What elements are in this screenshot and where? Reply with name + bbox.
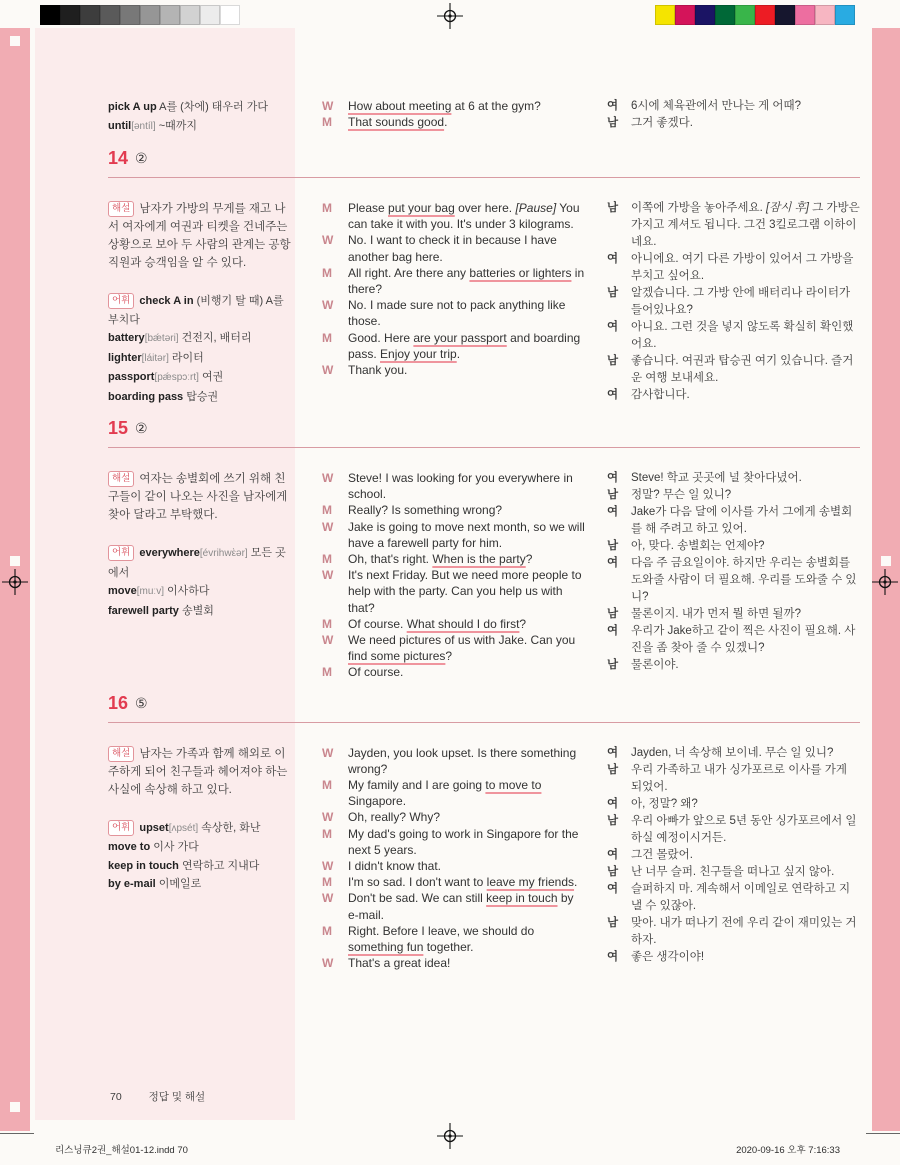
- color-calibration-square: [695, 5, 715, 25]
- section-columns: [35, 470, 860, 681]
- registration-mark-right: [872, 569, 898, 595]
- dialogue-line: [322, 265, 585, 297]
- vocab-term: until: [108, 119, 132, 132]
- translation-speaker: 남: [607, 287, 619, 299]
- color-calibration-square: [835, 5, 855, 25]
- translation-line: [607, 504, 860, 538]
- explanation-label: 해설: [108, 201, 134, 217]
- line-text: All right. Are there any batteries or lighters in there?: [348, 265, 585, 297]
- translation-line: [607, 285, 860, 319]
- vocab-definition: (비행기 탈 때) A를 부치다: [108, 295, 284, 326]
- color-calibration-square: [735, 5, 755, 25]
- vocab-pronunciation: [évrihwὲər]: [199, 548, 248, 559]
- dialogue-line: [322, 519, 585, 551]
- line-text: Jayden, you look upset. Is there something wrong?: [348, 745, 577, 776]
- color-calibration-square: [755, 5, 775, 25]
- translation-line: [607, 387, 860, 404]
- grayscale-calibration-bar: [40, 5, 240, 25]
- line-text: Jayden, 너 속상해 보이네. 무슨 일 있니?: [631, 746, 834, 759]
- dialogue-line: [322, 470, 585, 502]
- dialogue-speaker: W: [322, 363, 334, 378]
- line-text: 우리 아빠가 앞으로 5년 동안 싱가포르에서 일하실 예정이시거든.: [631, 814, 857, 844]
- answer-underline: leave my friends: [486, 875, 575, 890]
- translation-line: [607, 915, 860, 949]
- section-columns: [35, 745, 860, 972]
- color-calibration-square: [815, 5, 835, 25]
- vocab-definition: 송별회: [181, 604, 214, 617]
- dialogue-speaker: W: [322, 568, 334, 583]
- translation-line: [607, 813, 860, 847]
- strip-notch: [881, 556, 891, 566]
- translation-speaker: 여: [607, 950, 619, 963]
- line-text: Really? Is something wrong?: [348, 503, 503, 518]
- translation-line: [607, 657, 860, 674]
- translation-line: [607, 949, 860, 966]
- vocab-label: 어휘: [108, 820, 134, 836]
- translation-line: [607, 487, 860, 504]
- dialogue-speaker: M: [322, 503, 332, 518]
- section-14: [35, 148, 860, 406]
- color-calibration-square: [655, 5, 675, 25]
- answer-underline: batteries or lighters: [469, 265, 572, 280]
- line-text: Good. Here are your passport and boarding pass. Enjoy your trip.: [348, 330, 581, 361]
- color-calibration-square: [775, 5, 795, 25]
- dialogue-speaker: W: [322, 633, 334, 648]
- line-text: Jake is going to move next month, so we will have a farewell party for him.: [348, 519, 585, 550]
- main-content: [35, 98, 860, 971]
- translation-speaker: 여: [607, 506, 619, 518]
- vocab-entry: [108, 838, 291, 857]
- explanation-text: 해설 남자는 가족과 함께 해외로 이주하게 되어 친구들과 헤어져야 하는 사실에 속상해 하고 있다.: [108, 747, 288, 796]
- grayscale-calibration-square: [220, 5, 240, 25]
- vocab-pronunciation: [muːv]: [136, 586, 164, 597]
- dialogue-speaker: M: [322, 616, 332, 631]
- dialogue-speaker: M: [322, 201, 332, 215]
- vocab-list: [108, 292, 291, 406]
- stage-direction: [Pause]: [515, 201, 557, 215]
- vocab-entry: [108, 602, 291, 621]
- dialogue-column: [322, 470, 585, 681]
- grayscale-calibration-square: [60, 5, 80, 25]
- translation-speaker: 남: [607, 659, 619, 671]
- translation-speaker: 여: [607, 557, 619, 569]
- translation-speaker: 여: [607, 882, 619, 895]
- line-text: 아니요. 그런 것을 넣지 않도록 확실히 확인했어요.: [631, 321, 854, 350]
- vocab-definition: 탑승권: [186, 390, 219, 403]
- dialogue-speaker: M: [322, 778, 332, 793]
- section-heading: [108, 693, 860, 715]
- print-timestamp: 2020-09-16 오후 7:16:33: [736, 1145, 840, 1156]
- dialogue-speaker: W: [322, 233, 334, 248]
- vocab-term: everywhere: [139, 547, 200, 559]
- grayscale-calibration-square: [120, 5, 140, 25]
- vocab-definition: 이사하다: [167, 585, 210, 597]
- strip-notch: [10, 36, 20, 46]
- vocab-term: move to: [108, 841, 151, 854]
- dialogue-speaker: M: [322, 330, 332, 345]
- vocab-entry: [108, 98, 291, 117]
- dialogue-line: [322, 890, 585, 922]
- line-text: We need pictures of us with Jake. Can you find some pictures?: [348, 633, 576, 664]
- dialogue-speaker: W: [322, 99, 334, 113]
- translation-speaker: 남: [607, 763, 619, 776]
- dialogue-line: [322, 567, 585, 616]
- translation-speaker: 남: [607, 355, 619, 367]
- line-text: It's next Friday. But we need more people to help with the party. Can you help us with that?: [348, 568, 582, 615]
- line-text: 그건 몰랐어.: [631, 848, 693, 861]
- translation-line: [607, 353, 860, 387]
- translation-column: [607, 200, 860, 404]
- dialogue-line: [322, 809, 585, 825]
- translation-speaker: 남: [607, 202, 619, 214]
- vocab-term: check A in: [139, 295, 194, 307]
- translation-line: [607, 606, 860, 623]
- vocab-definition: 이사 가다: [153, 841, 199, 854]
- section-divider: [108, 722, 860, 723]
- line-text: My family and I are going to move to Singapore.: [348, 778, 542, 809]
- dialogue-line: [322, 200, 585, 232]
- line-text: 물론이야.: [631, 659, 679, 671]
- translation-line: [607, 881, 860, 915]
- line-text: 정말? 무슨 일 있니?: [631, 489, 732, 501]
- vocab-term: lighter: [108, 351, 142, 364]
- line-text: Don't be sad. We can still keep in touch by e-mail.: [348, 891, 574, 922]
- line-text: Thank you.: [348, 363, 408, 378]
- line-text: Right. Before I leave, we should do something fun together.: [348, 923, 535, 955]
- dialogue-speaker: W: [322, 956, 334, 971]
- print-filename: 리스닝큐2권_해설01-12.indd 70: [55, 1145, 188, 1156]
- section-16: [35, 693, 860, 972]
- strip-notch: [10, 1102, 20, 1112]
- dialogue-speaker: M: [322, 875, 332, 890]
- grayscale-calibration-square: [80, 5, 100, 25]
- grayscale-calibration-square: [140, 5, 160, 25]
- registration-mark-bottom: [437, 1123, 463, 1149]
- vocab-entry: [108, 582, 291, 602]
- vocab-entry: [108, 819, 291, 839]
- color-calibration-square: [795, 5, 815, 25]
- vocab-list: [108, 819, 291, 894]
- answer-underline: When is the party: [432, 552, 526, 567]
- vocab-term: battery: [108, 332, 145, 344]
- translation-column: [607, 98, 860, 132]
- dialogue-line: [322, 330, 585, 362]
- page-number: 70: [110, 1091, 122, 1103]
- line-text: 난 너무 슬퍼. 친구들을 떠나고 싶지 않아.: [631, 865, 835, 878]
- line-text: 아니에요. 여기 다른 가방이 있어서 그 가방을 부치고 싶어요.: [631, 253, 854, 282]
- dialogue-line: [322, 632, 585, 664]
- dialogue-line: [322, 745, 585, 777]
- answer-underline: keep in touch: [486, 891, 558, 906]
- dialogue-line: [322, 232, 585, 264]
- registration-mark-top: [437, 3, 463, 29]
- color-calibration-bar: [655, 5, 855, 25]
- line-text: Please put your bag over here. [Pause] You can take it with you. It's under 3 kilograms.: [348, 201, 580, 232]
- trim-mark-right: [866, 1133, 900, 1134]
- vocab-label: 어휘: [108, 545, 134, 561]
- vocab-definition: 여권: [202, 371, 224, 383]
- translation-speaker: 남: [607, 489, 619, 501]
- explanation-text: 해설 남자가 가방의 무게를 재고 나서 여자에게 여권과 티켓을 건네주는 상황으로 보아 두 사람의 관계는 공항 직원과 승객임을 알 수 있다.: [108, 203, 291, 269]
- stage-direction: [잠시 후]: [765, 202, 809, 214]
- vocab-entry: [108, 349, 291, 369]
- vocab-entry: [108, 544, 291, 582]
- dialogue-speaker: M: [322, 552, 332, 567]
- translation-column: [607, 745, 860, 966]
- translation-speaker: 남: [607, 117, 619, 129]
- line-text: My dad's going to work in Singapore for the next 5 years.: [348, 826, 579, 857]
- translation-line: [607, 251, 860, 285]
- answer-underline: What should I do first: [406, 616, 520, 631]
- dialogue-line: [322, 98, 585, 114]
- translation-speaker: 남: [607, 916, 619, 929]
- vocab-list: [108, 98, 291, 136]
- translation-line: [607, 538, 860, 555]
- page-footer: [110, 1089, 205, 1104]
- answer-underline: find some pictures: [348, 649, 446, 664]
- line-text: Steve! I was looking for you everywhere in school.: [348, 471, 573, 502]
- dialogue-speaker: W: [322, 471, 334, 485]
- registration-mark-left: [2, 569, 28, 595]
- answer-underline: How about meeting: [348, 99, 452, 113]
- vocab-pronunciation: [láitər]: [141, 352, 169, 364]
- line-text: 우리 가족하고 내가 싱가포르로 이사를 가게 되었어.: [631, 763, 847, 793]
- section-heading: [108, 148, 860, 170]
- dialogue-speaker: M: [322, 265, 332, 280]
- grayscale-calibration-square: [100, 5, 120, 25]
- translation-line: [607, 847, 860, 864]
- translation-line: [607, 762, 860, 796]
- line-text: Jake가 다음 달에 이사를 가서 그에게 송별회를 해 주려고 하고 있어.: [631, 506, 853, 535]
- dialogue-speaker: W: [322, 298, 334, 313]
- vocab-term: passport: [108, 371, 155, 383]
- vocab-definition: 건전지, 배터리: [181, 332, 252, 344]
- dialogue-column: [322, 98, 585, 130]
- vocab-pronunciation: [bǽtəri]: [144, 333, 179, 344]
- dialogue-speaker: W: [322, 891, 334, 906]
- section-15: [35, 418, 860, 681]
- line-text: How about meeting at 6 at the gym?: [348, 99, 541, 113]
- vocab-entry: [108, 292, 291, 329]
- line-text: 맞아. 내가 떠나기 전에 우리 같이 재미있는 거 하자.: [631, 916, 857, 946]
- vocab-term: farewell party: [108, 604, 179, 617]
- translation-column: [607, 470, 860, 674]
- vocab-term: move: [108, 585, 137, 597]
- dialogue-line: [322, 362, 585, 378]
- question-number: 16: [108, 692, 129, 713]
- explanation-column: [35, 98, 295, 136]
- translation-speaker: 여: [607, 100, 619, 112]
- translation-speaker: 여: [607, 746, 619, 759]
- section-divider: [108, 177, 860, 178]
- answer-underline: put your bag: [388, 201, 455, 215]
- vocab-entry: [108, 329, 291, 349]
- vocab-definition: 이메일로: [158, 878, 202, 891]
- line-text: Of course.: [348, 665, 404, 680]
- explanation-column: [35, 745, 295, 894]
- translation-line: [607, 745, 860, 762]
- grayscale-calibration-square: [160, 5, 180, 25]
- line-text: I'm so sad. I don't want to leave my friends.: [348, 875, 578, 890]
- translation-speaker: 남: [607, 814, 619, 827]
- dialogue-line: [322, 874, 585, 890]
- answer-underline: something fun: [348, 940, 424, 955]
- vocab-pronunciation: [ʌpsét]: [168, 822, 199, 834]
- translation-line: [607, 864, 860, 881]
- vocab-pronunciation: [pǽspɔːrt]: [154, 372, 199, 383]
- translation-speaker: 남: [607, 540, 619, 552]
- vocab-definition: 연락하고 지내다: [181, 859, 260, 872]
- vocab-entry: [108, 368, 291, 388]
- translation-speaker: 여: [607, 321, 619, 333]
- line-text: 좋은 생각이야!: [631, 950, 705, 963]
- vocab-entry: [108, 857, 291, 876]
- dialogue-speaker: M: [322, 665, 332, 680]
- color-calibration-square: [715, 5, 735, 25]
- line-text: Oh, that's right. When is the party?: [348, 552, 533, 567]
- vocab-list: [108, 544, 291, 620]
- dialogue-speaker: M: [322, 826, 332, 841]
- vocab-definition: ~때까지: [158, 119, 198, 132]
- translation-line: [607, 200, 860, 251]
- line-text: 물론이지. 내가 먼저 뭘 하면 될까?: [631, 608, 801, 620]
- translation-line: [607, 319, 860, 353]
- translation-speaker: 남: [607, 608, 619, 620]
- color-calibration-square: [675, 5, 695, 25]
- explanation-column: [35, 200, 295, 406]
- line-text: I didn't know that.: [348, 859, 442, 874]
- trim-mark-left: [0, 1133, 34, 1134]
- line-text: 우리가 Jake하고 같이 찍은 사진이 필요해. 사진을 좀 찾아 줄 수 있겠니?: [631, 625, 856, 654]
- line-text: 좋습니다. 여권과 탑승권 여기 있습니다. 즐거운 여행 보내세요.: [631, 355, 854, 384]
- dialogue-line: [322, 114, 585, 130]
- intro-continuation-row: [35, 98, 860, 136]
- vocab-definition: 라이터: [171, 351, 204, 364]
- dialogue-column: [322, 200, 585, 378]
- dialogue-speaker: W: [322, 810, 334, 825]
- section-columns: [35, 200, 860, 406]
- dialogue-line: [322, 826, 585, 858]
- strip-notch: [10, 556, 20, 566]
- line-text: No. I made sure not to pack anything like those.: [348, 298, 566, 329]
- vocab-term: boarding pass: [108, 390, 184, 403]
- explanation-label: 해설: [108, 746, 134, 762]
- question-number: 14: [108, 148, 129, 168]
- answer-choice: ②: [135, 150, 148, 166]
- vocab-definition: A를 (차에) 태우러 가다: [159, 101, 268, 113]
- answer-underline: Enjoy your trip: [380, 346, 457, 361]
- answer-choice: ⑤: [135, 694, 148, 711]
- vocab-entry: [108, 117, 291, 137]
- dialogue-line: [322, 616, 585, 632]
- vocab-term: keep in touch: [108, 859, 179, 872]
- translation-line: [607, 796, 860, 813]
- line-text: No. I want to check it in because I have another bag here.: [348, 233, 557, 264]
- line-text: 다음 주 금요일이야. 하지만 우리는 송별회를 도와줄 사람이 더 필요해. 우리를 도와줄 수 있니?: [631, 557, 857, 603]
- translation-line: [607, 623, 860, 657]
- dialogue-speaker: M: [322, 923, 332, 938]
- answer-choice: ②: [135, 420, 148, 436]
- line-text: Of course. What should I do first?: [348, 616, 527, 631]
- explanation-label: 해설: [108, 471, 134, 487]
- translation-speaker: 여: [607, 253, 619, 265]
- translation-speaker: 여: [607, 389, 619, 401]
- grayscale-calibration-square: [40, 5, 60, 25]
- dialogue-speaker: W: [322, 859, 334, 874]
- line-text: That sounds good.: [348, 115, 448, 130]
- translation-speaker: 여: [607, 797, 619, 810]
- vocab-term: by e-mail: [108, 878, 156, 891]
- grayscale-calibration-square: [200, 5, 220, 25]
- vocab-pronunciation: [əntíl]: [131, 120, 156, 132]
- dialogue-speaker: M: [322, 115, 332, 130]
- line-text: 감사합니다.: [631, 389, 690, 401]
- answer-underline: to move to: [485, 778, 542, 793]
- translation-speaker: 여: [607, 625, 619, 637]
- dialogue-line: [322, 955, 585, 971]
- line-text: Steve! 학교 곳곳에 널 찾아다녔어.: [631, 472, 802, 484]
- explanation-text: 해설 여자는 송별회에 쓰기 위해 친구들이 같이 나오는 사진을 남자에게 찾아 달라고 부탁했다.: [108, 473, 288, 521]
- translation-speaker: 남: [607, 865, 619, 878]
- section-heading: [108, 418, 860, 440]
- translation-line: [607, 555, 860, 606]
- line-text: 6시에 체육관에서 만나는 게 어때?: [631, 100, 801, 112]
- dialogue-line: [322, 502, 585, 518]
- dialogue-line: [322, 923, 585, 955]
- translation-speaker: 여: [607, 472, 619, 484]
- line-text: 아, 맞다. 송별회는 언제야?: [631, 540, 765, 552]
- answer-underline: That sounds good: [348, 115, 445, 130]
- line-text: 이쪽에 가방을 놓아주세요. [잠시 후] 그 가방은 가지고 계셔도 됩니다. 그건 3킬로그램 이하이네요.: [631, 202, 860, 248]
- dialogue-line: [322, 551, 585, 567]
- translation-line: [607, 115, 860, 132]
- line-text: 슬퍼하지 마. 계속해서 이메일로 연락하고 지낼 수 있잖아.: [631, 882, 851, 912]
- vocab-entry: [108, 875, 291, 894]
- section-divider: [108, 447, 860, 448]
- dialogue-column: [322, 745, 585, 972]
- vocab-definition: 속상한, 화난: [201, 821, 261, 834]
- explanation-column: [35, 470, 295, 620]
- vocab-term: pick A up: [108, 101, 157, 113]
- dialogue-line: [322, 297, 585, 329]
- line-text: 아, 정말? 왜?: [631, 797, 698, 810]
- footer-label: 정답 및 해설: [148, 1091, 206, 1103]
- dialogue-line: [322, 858, 585, 874]
- vocab-definition: 모든 곳에서: [108, 547, 286, 579]
- vocab-label: 어휘: [108, 293, 134, 309]
- translation-speaker: 여: [607, 848, 619, 861]
- dialogue-line: [322, 777, 585, 809]
- line-text: Oh, really? Why?: [348, 810, 441, 825]
- dialogue-speaker: W: [322, 519, 334, 534]
- question-number: 15: [108, 418, 129, 438]
- dialogue-speaker: W: [322, 745, 334, 760]
- dialogue-line: [322, 664, 585, 680]
- line-text: 알겠습니다. 그 가방 안에 배터리나 라이터가 들어있나요?: [631, 287, 851, 316]
- line-text: 그거 좋겠다.: [631, 117, 693, 129]
- line-text: That's a great idea!: [348, 956, 451, 971]
- answer-underline: are your passport: [413, 330, 507, 345]
- vocab-term: upset: [139, 821, 169, 834]
- vocab-entry: [108, 388, 291, 407]
- grayscale-calibration-square: [180, 5, 200, 25]
- translation-line: [607, 98, 860, 115]
- translation-line: [607, 470, 860, 487]
